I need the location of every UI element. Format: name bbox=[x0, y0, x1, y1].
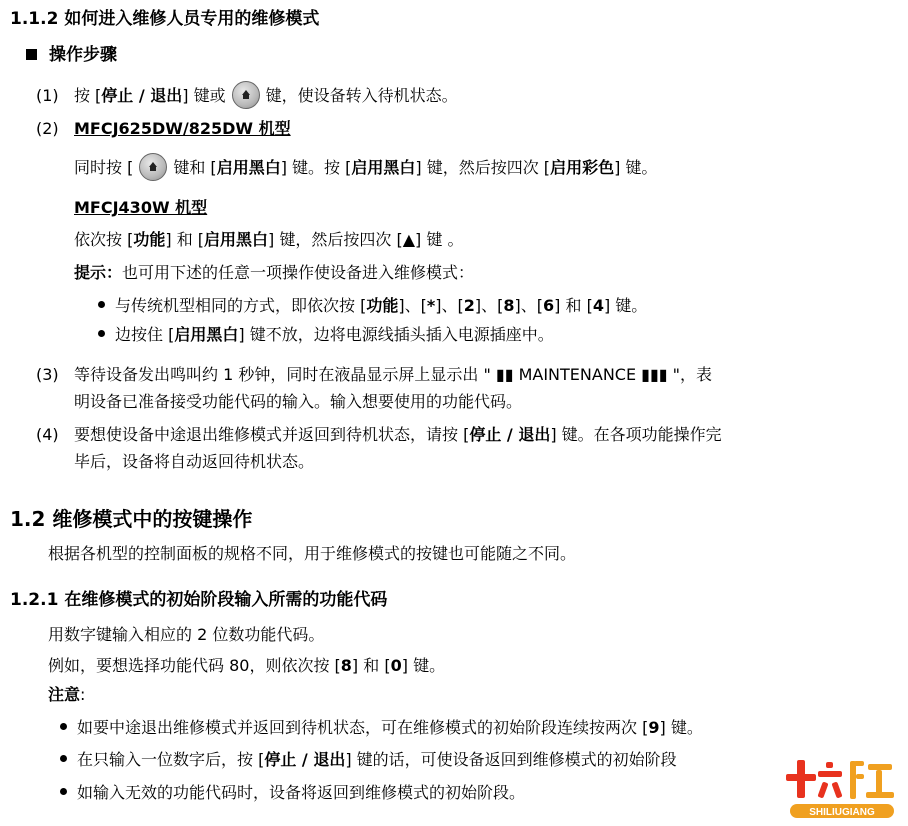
section-title-1-2: 1.2 维修模式中的按键操作 bbox=[10, 507, 253, 531]
hint-bullet-2: 边按住 [启用黑白] 键不放，边将电源线插头插入电源插座中。 bbox=[98, 324, 554, 346]
steps-heading: 操作步骤 bbox=[26, 44, 117, 66]
step-4-line-1: 要想使设备中途退出维修模式并返回到待机状态，请按 [停止 / 退出] 键。在各项功能操作完 bbox=[74, 425, 722, 444]
step-4-line-2: 毕后，设备将自动返回待机状态。 bbox=[74, 452, 315, 471]
home-button-icon bbox=[139, 153, 167, 181]
step-2-line-1: 同时按 [ 键和 [启用黑白] 键。按 [启用黑白] 键，然后按四次 [启用彩色] 键。 bbox=[74, 153, 657, 181]
bullet-icon bbox=[98, 330, 105, 337]
step-3-line-2: 明设备已准备接受功能代码的输入。输入想要使用的功能代码。 bbox=[74, 392, 523, 411]
step-3-num: (3) bbox=[36, 365, 59, 384]
note-label: 注意: bbox=[48, 685, 86, 704]
watermark-logo bbox=[770, 752, 904, 822]
para-example: 例如，要想选择功能代码 80，则依次按 [8] 和 [0] 键。 bbox=[48, 656, 446, 675]
bullet-icon bbox=[60, 755, 67, 762]
step-2-line-2: 依次按 [功能] 和 [启用黑白] 键，然后按四次 [▲] 键 。 bbox=[74, 230, 464, 249]
square-bullet-icon bbox=[26, 49, 37, 60]
model-heading-625dw: MFCJ625DW/825DW 机型 bbox=[74, 119, 291, 138]
home-button-icon bbox=[232, 81, 260, 109]
note-bullet-2: 在只输入一位数字后，按 [停止 / 退出] 键的话，可使设备返回到维修模式的初始阶段 bbox=[60, 749, 677, 771]
logo-graphic bbox=[770, 752, 904, 822]
hint-bullet-1: 与传统机型相同的方式，即依次按 [功能]、[*]、[2]、[8]、[6] 和 [4] 键。 bbox=[98, 295, 647, 317]
bullet-icon bbox=[98, 301, 105, 308]
note-bullet-1: 如要中途退出维修模式并返回到待机状态，可在维修模式的初始阶段连续按两次 [9] 键。 bbox=[60, 717, 703, 739]
step-2-num: (2) bbox=[36, 119, 59, 138]
step-3-line-1: 等待设备发出鸣叫约 1 秒钟，同时在液晶显示屏上显示出 " ▮▮ MAINTENANCE ▮▮▮ "，表 bbox=[74, 365, 713, 384]
bullet-icon bbox=[60, 788, 67, 795]
section-title-1-2-1: 1.2.1 在维修模式的初始阶段输入所需的功能代码 bbox=[10, 590, 388, 610]
section-title-1-1-2: 1.1.2 如何进入维修人员专用的维修模式 bbox=[10, 9, 320, 29]
step-1: (1) 按 [停止 / 退出] 键或 键，使设备转入待机状态。 bbox=[36, 81, 458, 109]
step-4-num: (4) bbox=[36, 425, 59, 444]
logo-text: SHILIUGIANG bbox=[809, 807, 875, 818]
hint-line: 提示：也可用下述的任意一项操作使设备进入维修模式： bbox=[74, 263, 475, 282]
model-heading-430w: MFCJ430W 机型 bbox=[74, 198, 208, 217]
note-bullet-3: 如输入无效的功能代码时，设备将返回到维修模式的初始阶段。 bbox=[60, 782, 525, 804]
bullet-icon bbox=[60, 723, 67, 730]
para-digits: 用数字键输入相应的 2 位数功能代码。 bbox=[48, 625, 325, 644]
section-1-2-text: 根据各机型的控制面板的规格不同，用于维修模式的按键也可能随之不同。 bbox=[48, 544, 577, 563]
